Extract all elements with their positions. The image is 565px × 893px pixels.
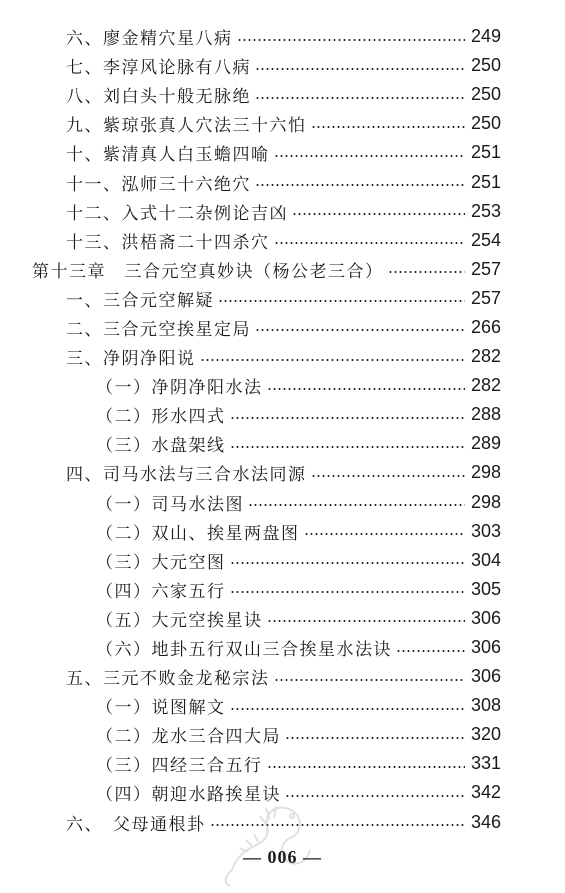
toc-entry [0,517,565,546]
toc-entry-title: （五）大元空挨星诀 [96,610,263,631]
toc-entry [0,197,565,226]
toc-entry-page: 346 [471,811,502,832]
dot-leader [274,242,466,244]
toc-entry-page: 257 [471,287,502,308]
toc-entry-page: 306 [471,637,502,658]
dot-leader [218,300,465,302]
toc-entry-title: （一）净阴净阳水法 [96,378,263,399]
toc-entry [0,749,565,778]
toc-entry [0,313,565,342]
toc-entry [0,400,565,429]
toc-entry [0,226,565,255]
toc-entry-title: 四、司马水法与三合水法同源 [66,465,307,486]
dragon-icon [212,790,322,890]
toc-entry [0,167,565,196]
table-of-contents [0,22,565,837]
dot-leader [267,766,466,768]
dot-leader [396,650,465,652]
dot-leader [230,708,466,710]
dot-leader [267,388,466,390]
toc-entry [0,109,565,138]
toc-entry-page: 251 [471,171,502,192]
toc-entry-title: 九、紫琼张真人穴法三十六怕 [66,116,307,137]
toc-entry-page: 305 [471,578,502,599]
dot-leader [292,213,465,215]
toc-entry-page: 250 [471,84,502,105]
toc-entry-page: 257 [471,258,502,279]
toc-chapter-entry [0,255,565,284]
toc-entry-page: 251 [471,142,502,163]
dot-leader [285,737,465,739]
toc-entry-title: 十一、泓师三十六绝穴 [66,174,251,195]
dot-leader [248,504,465,506]
toc-entry-title: 十三、洪梧斋二十四杀穴 [66,232,270,253]
toc-entry-title: 一、三合元空解疑 [66,290,214,311]
dot-leader [230,417,466,419]
toc-entry-page: 289 [471,433,502,454]
dot-leader [230,591,466,593]
toc-entry-title: （三）大元空图 [96,552,226,573]
toc-entry-title: 二、三合元空挨星定局 [66,319,251,340]
dot-leader [200,359,466,361]
toc-entry-title: （一）说图解文 [96,698,226,719]
toc-entry [0,80,565,109]
toc-entry-page: 306 [471,607,502,628]
toc-entry-page: 253 [471,200,502,221]
toc-entry-title: 五、三元不败金龙秘宗法 [66,669,270,690]
toc-entry [0,488,565,517]
toc-entry-page: 298 [471,462,502,483]
toc-entry-title: （六）地卦五行双山三合挨星水法诀 [96,640,392,661]
toc-entry-title: （二）形水四式 [96,407,226,428]
toc-entry-page: 303 [471,520,502,541]
dot-leader [274,679,466,681]
toc-entry-page: 288 [471,404,502,425]
dot-leader [237,39,466,41]
toc-entry-title: 第十三章 三合元空真妙诀（杨公老三合） [32,261,384,282]
dot-leader [267,620,466,622]
toc-entry [0,604,565,633]
toc-entry [0,342,565,371]
toc-entry-title: 六、 父母通根卦 [66,814,206,835]
page-footer-number: — 006 — [243,847,322,867]
toc-entry-page: 320 [471,724,502,745]
toc-entry [0,720,565,749]
toc-entry-title: （二）龙水三合四大局 [96,727,281,748]
toc-entry-page: 266 [471,316,502,337]
toc-entry-page: 282 [471,375,502,396]
dot-leader [388,271,466,273]
toc-entry-title: 八、刘白头十般无脉绝 [66,87,251,108]
toc-entry-page: 331 [471,753,502,774]
toc-entry-title: （一）司马水法图 [96,494,244,515]
toc-entry-title: （四）六家五行 [96,581,226,602]
toc-entry-page: 250 [471,55,502,76]
toc-entry [0,22,565,51]
toc-entry-page: 249 [471,26,502,47]
toc-entry-title: 七、李淳风论脉有八病 [66,58,251,79]
toc-entry-page: 306 [471,666,502,687]
toc-entry-title: （二）双山、挨星两盘图 [96,523,300,544]
dot-leader [311,475,466,477]
toc-entry-page: 254 [471,229,502,250]
toc-entry-page: 282 [471,346,502,367]
dot-leader [255,68,465,70]
toc-entry [0,429,565,458]
toc-entry [0,138,565,167]
dot-leader [304,533,466,535]
toc-entry-title: 十二、入式十二杂例论吉凶 [66,203,288,224]
dot-leader [255,97,465,99]
toc-entry [0,633,565,662]
toc-entry [0,575,565,604]
dot-leader [255,329,465,331]
toc-entry-page: 304 [471,549,502,570]
toc-entry-page: 298 [471,491,502,512]
dot-leader [230,562,466,564]
dot-leader [311,126,466,128]
dot-leader [255,184,465,186]
toc-entry-title: （三）四经三合五行 [96,756,263,777]
toc-entry [0,662,565,691]
toc-entry-title: 三、净阴净阳说 [66,349,196,370]
toc-entry-page: 342 [471,782,502,803]
toc-entry-title: （三）水盘架线 [96,436,226,457]
toc-entry [0,51,565,80]
toc-entry-page: 250 [471,113,502,134]
toc-entry-page: 308 [471,695,502,716]
toc-entry [0,691,565,720]
toc-entry [0,546,565,575]
dot-leader [274,155,466,157]
toc-entry-title: （四）朝迎水路挨星诀 [96,785,281,806]
dot-leader [230,446,466,448]
toc-entry [0,458,565,487]
toc-entry [0,284,565,313]
toc-entry-title: 十、紫清真人白玉蟾四喻 [66,145,270,166]
toc-entry [0,371,565,400]
toc-entry-title: 六、廖金精穴星八病 [66,29,233,50]
